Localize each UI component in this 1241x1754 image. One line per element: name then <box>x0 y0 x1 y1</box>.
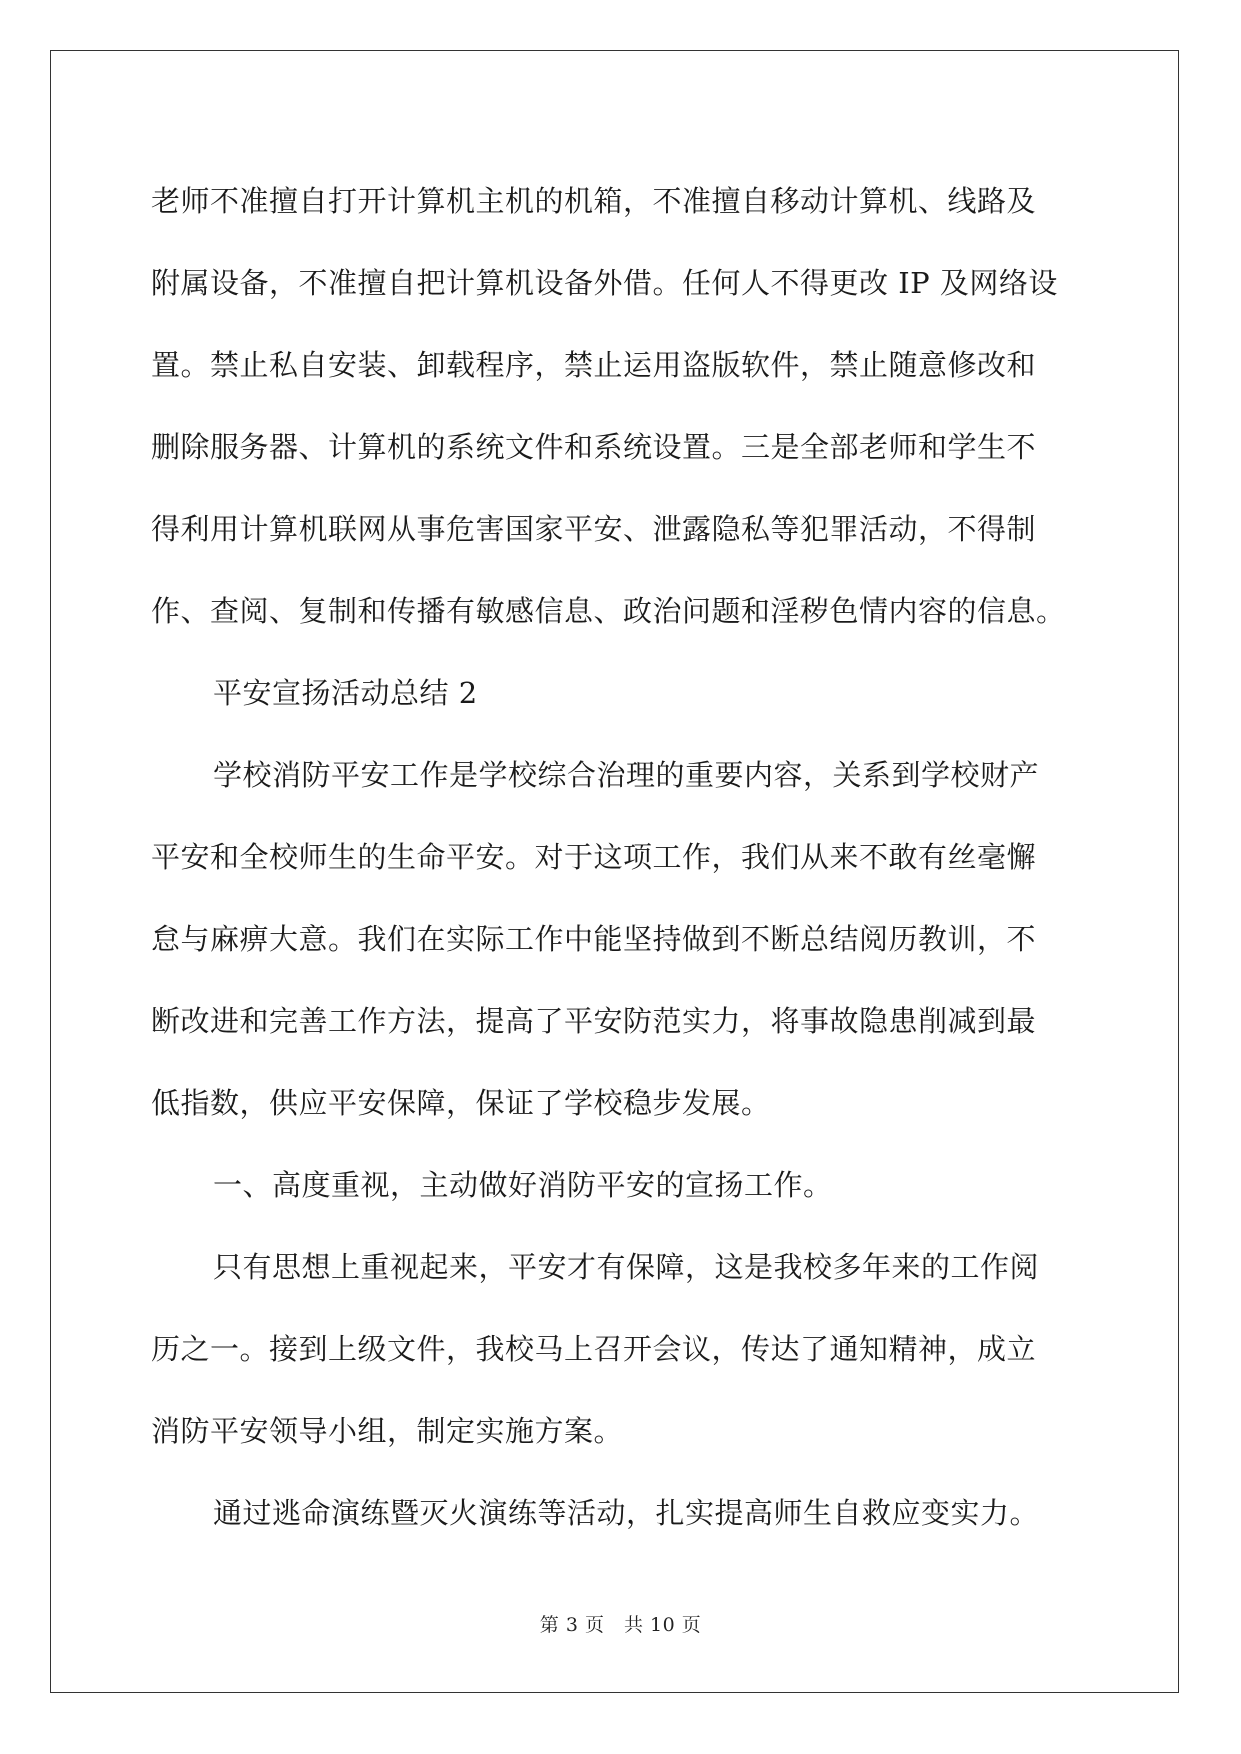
text-line: 平安和全校师生的生命平安。对于这项工作，我们从来不敢有丝毫懈 <box>151 840 1037 874</box>
section-heading: 平安宣扬活动总结 2 <box>213 676 478 710</box>
text-line: 得利用计算机联网从事危害国家平安、泄露隐私等犯罪活动，不得制 <box>151 512 1037 546</box>
paragraph-first-line: 通过逃命演练暨灭火演练等活动，扎实提高师生自救应变实力。 <box>213 1496 1040 1530</box>
text-line: 附属设备，不准擅自把计算机设备外借。任何人不得更改 IP 及网络设 <box>151 266 1058 300</box>
text-line: 置。禁止私自安装、卸载程序，禁止运用盗版软件，禁止随意修改和 <box>151 348 1037 382</box>
document-body <box>151 160 1091 1554</box>
page-number-footer: 第 3 页 共 10 页 <box>539 1614 702 1636</box>
text-line: 断改进和完善工作方法，提高了平安防范实力，将事故隐患削减到最 <box>151 1004 1037 1038</box>
text-line: 删除服务器、计算机的系统文件和系统设置。三是全部老师和学生不 <box>151 430 1037 464</box>
paragraph-first-line: 学校消防平安工作是学校综合治理的重要内容，关系到学校财产 <box>213 758 1040 792</box>
text-line: 低指数，供应平安保障，保证了学校稳步发展。 <box>151 1086 771 1120</box>
text-line: 作、查阅、复制和传播有敏感信息、政治问题和淫秽色情内容的信息。 <box>151 594 1066 628</box>
text-line: 历之一。接到上级文件，我校马上召开会议，传达了通知精神，成立 <box>151 1332 1037 1366</box>
text-line: 怠与麻痹大意。我们在实际工作中能坚持做到不断总结阅历教训，不 <box>151 922 1037 956</box>
paragraph-first-line: 只有思想上重视起来，平安才有保障，这是我校多年来的工作阅 <box>213 1250 1040 1284</box>
text-line: 老师不准擅自打开计算机主机的机箱，不准擅自移动计算机、线路及 <box>151 184 1037 218</box>
subsection-heading: 一、高度重视，主动做好消防平安的宣扬工作。 <box>213 1168 833 1202</box>
text-line: 消防平安领导小组，制定实施方案。 <box>151 1414 624 1448</box>
